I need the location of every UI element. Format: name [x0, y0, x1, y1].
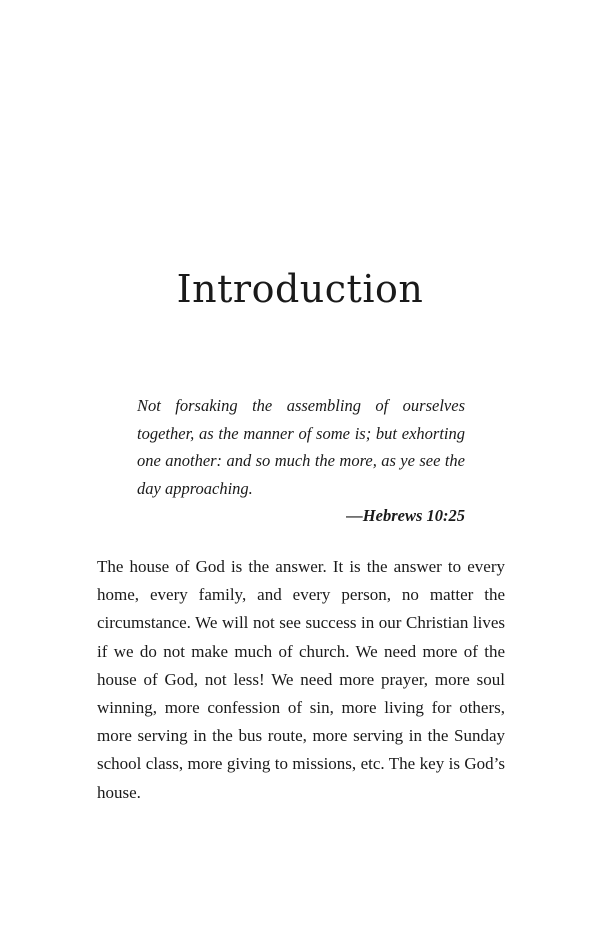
epigraph-source: —Hebrews 10:25 — [346, 506, 465, 526]
chapter-title: Introduction — [176, 267, 424, 311]
epigraph-quote: Not forsaking the assembling of ourselves together, as the manner of some is; but exhorting one another: and so much the more, as ye see the day approaching. — [137, 396, 465, 498]
body-paragraph: The house of God is the answer. It is the answer to every home, every family, and every person, no matter the circumstance. We will not see success in our Christian lives if we do not make much of church. We need more of the house of God, not less! We need more prayer, more soul winning, more confession of sin, more living for others, more serving in the bus route, more serving in the Sunday school class, more giving to missions, etc. The key is God’s house. — [97, 557, 505, 802]
epigraph — [137, 392, 465, 528]
